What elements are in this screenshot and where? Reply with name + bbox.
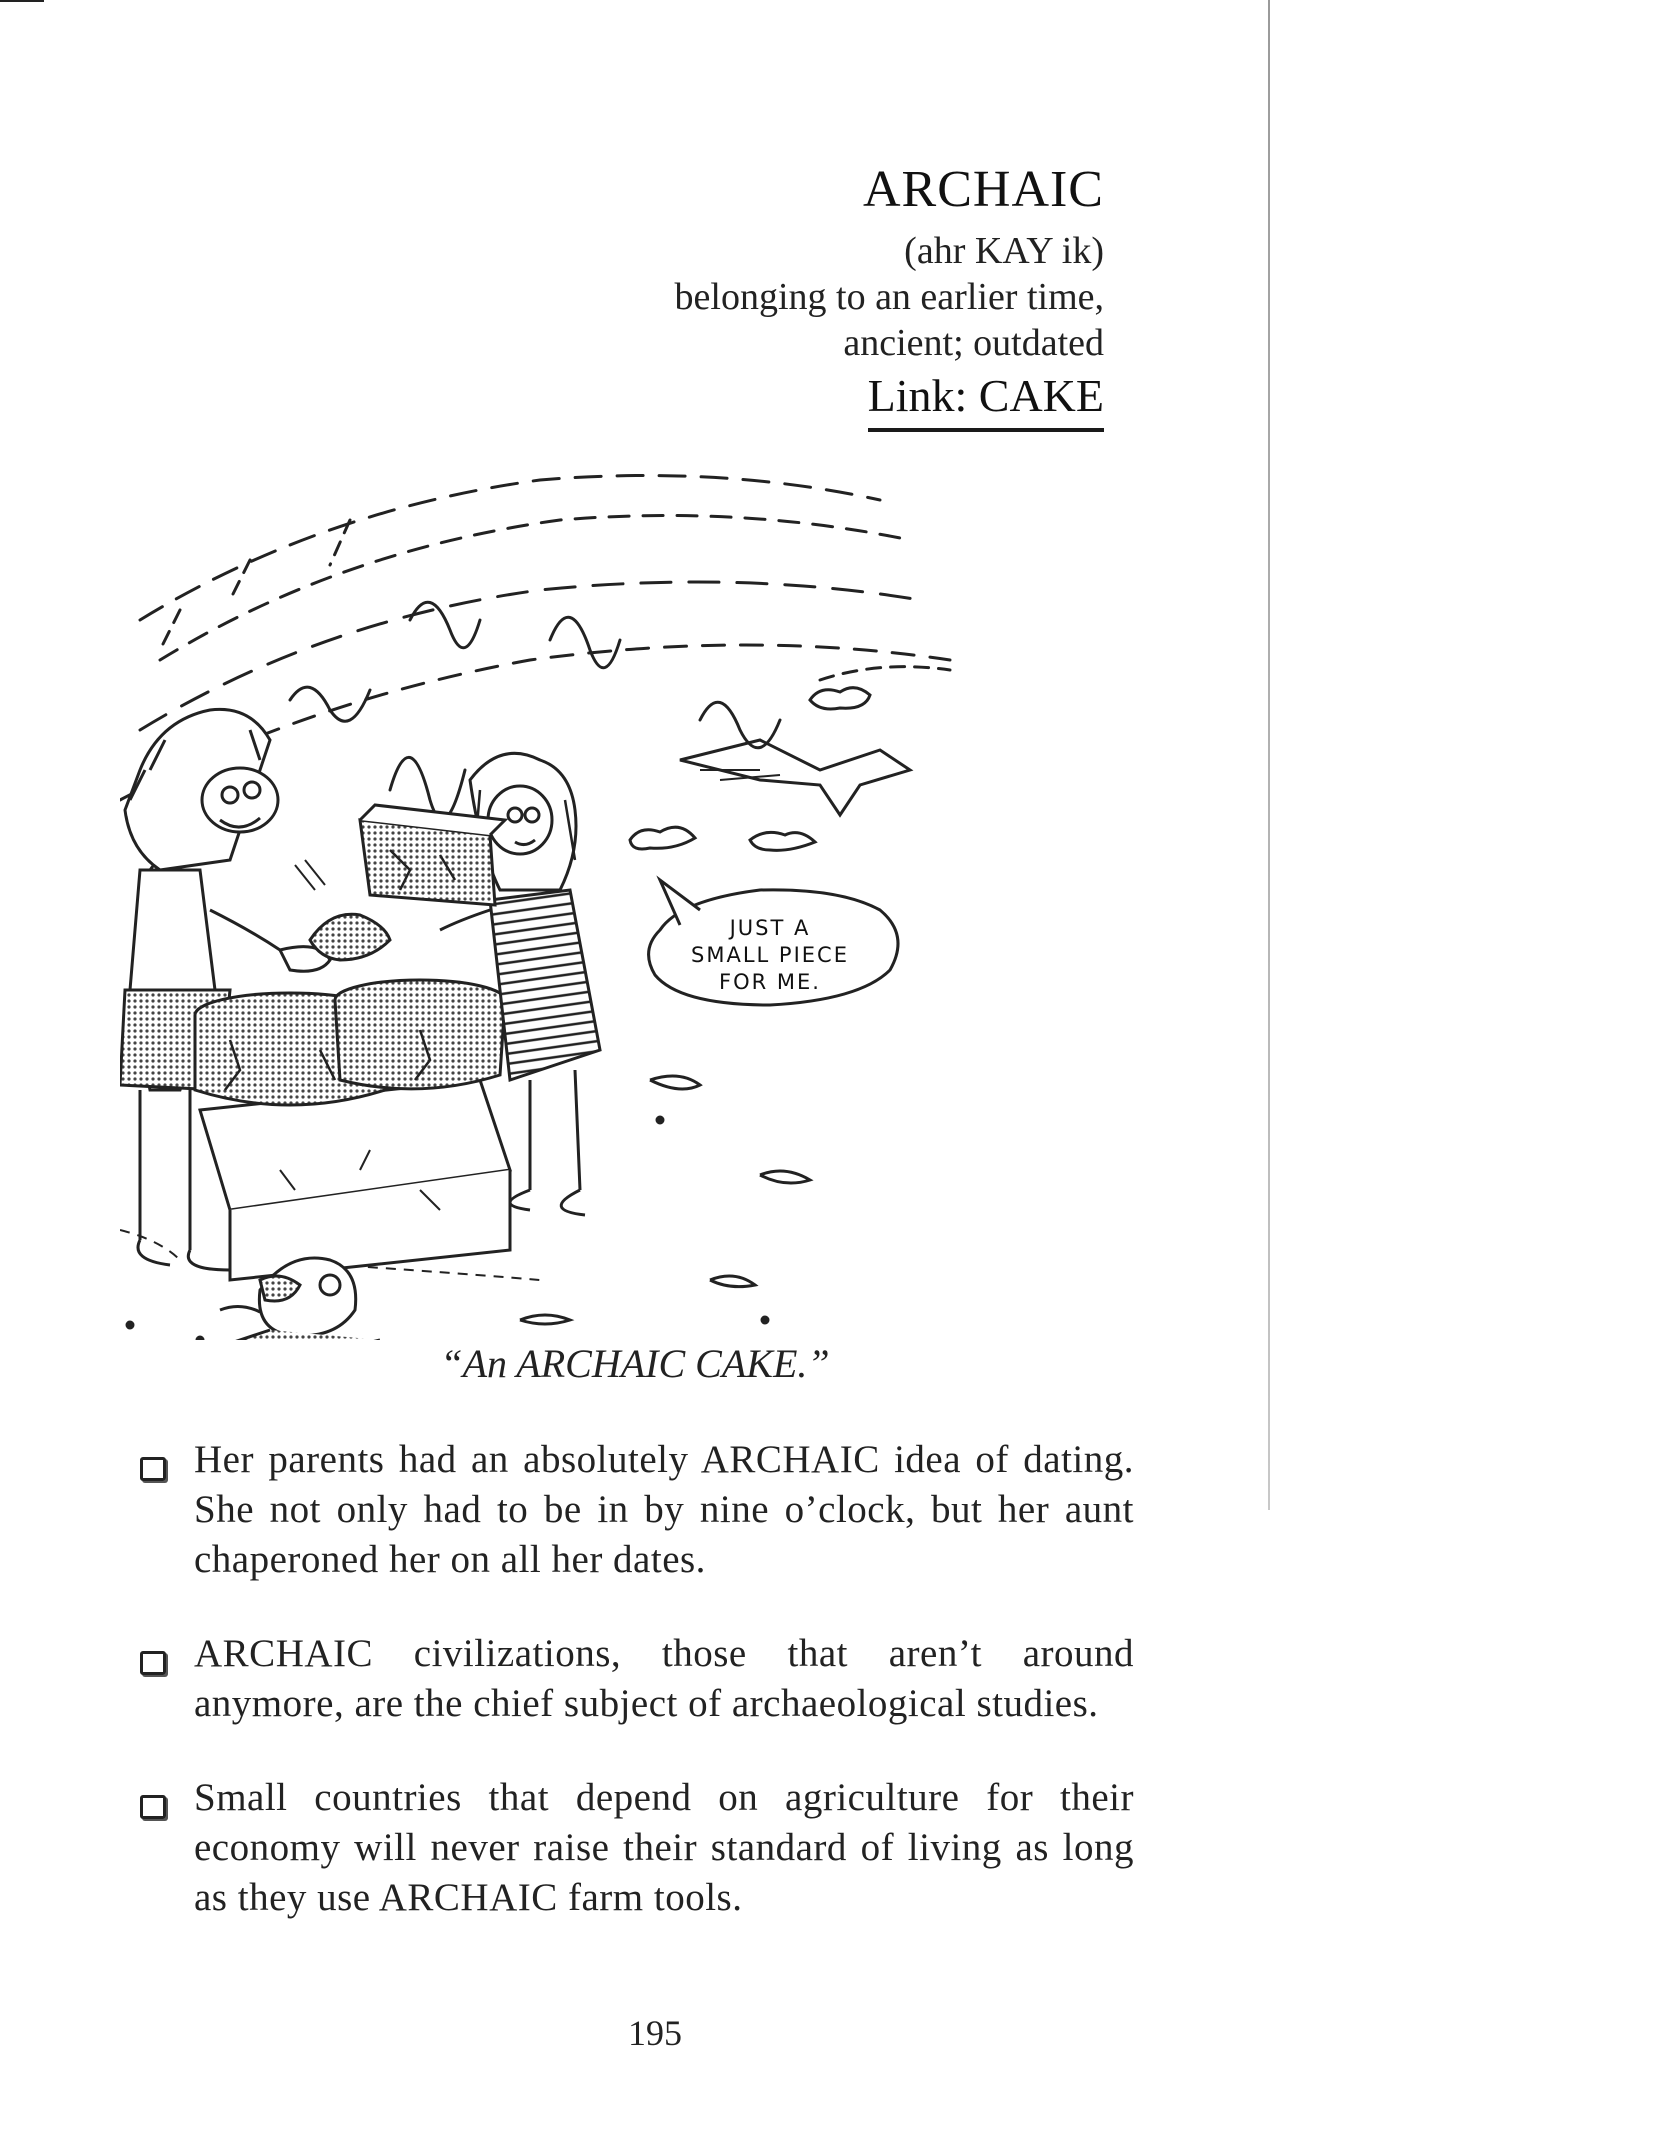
checkbox-icon <box>140 1795 166 1819</box>
example-sentence <box>140 1435 1140 1585</box>
pronunciation: (ahr KAY ik) <box>904 230 1104 272</box>
sentence-text: Small countries that depend on agriculture for their economy will never raise their standard of living as long as they use ARCHAIC farm tools. <box>194 1776 1134 1919</box>
scan-edge-right <box>1268 0 1270 1510</box>
speech-line-3: FOR ME. <box>719 970 821 994</box>
page-number: 195 <box>628 2013 682 2053</box>
example-sentence <box>140 1773 1140 1923</box>
cartoon-svg <box>120 470 1130 1340</box>
speech-bubble <box>649 880 898 1005</box>
example-sentence <box>140 1629 1140 1729</box>
pterodactyl <box>680 740 910 815</box>
cartoon-illustration <box>120 470 1130 1340</box>
stone-box <box>360 805 505 905</box>
scan-edge-top <box>0 0 44 2</box>
sentence-text: ARCHAIC civilizations, those that aren’t around anymore, are the chief subject of archaeological studies. <box>194 1632 1134 1725</box>
clouds <box>630 688 870 851</box>
stone-cakes <box>195 980 505 1105</box>
vocabulary-word: ARCHAIC <box>862 161 1104 218</box>
definition-line-2: ancient; outdated <box>843 322 1104 364</box>
stone-table <box>200 1080 510 1280</box>
checkbox-icon <box>140 1457 166 1481</box>
definition-line-1: belonging to an earlier time, <box>674 276 1104 318</box>
cartoon-caption: “An ARCHAIC CAKE.” <box>440 1341 830 1386</box>
speech-line-1: JUST A <box>729 916 811 940</box>
speech-line-2: SMALL PIECE <box>691 943 849 967</box>
link-word: Link: CAKE <box>868 370 1104 432</box>
checkbox-icon <box>140 1651 166 1675</box>
example-sentences <box>140 1435 1140 1967</box>
vocabulary-entry <box>404 160 1104 432</box>
sentence-text: Her parents had an absolutely ARCHAIC idea of dating. She not only had to be in by nine o’clock, but her aunt chaperoned her on all her dates. <box>194 1438 1134 1581</box>
